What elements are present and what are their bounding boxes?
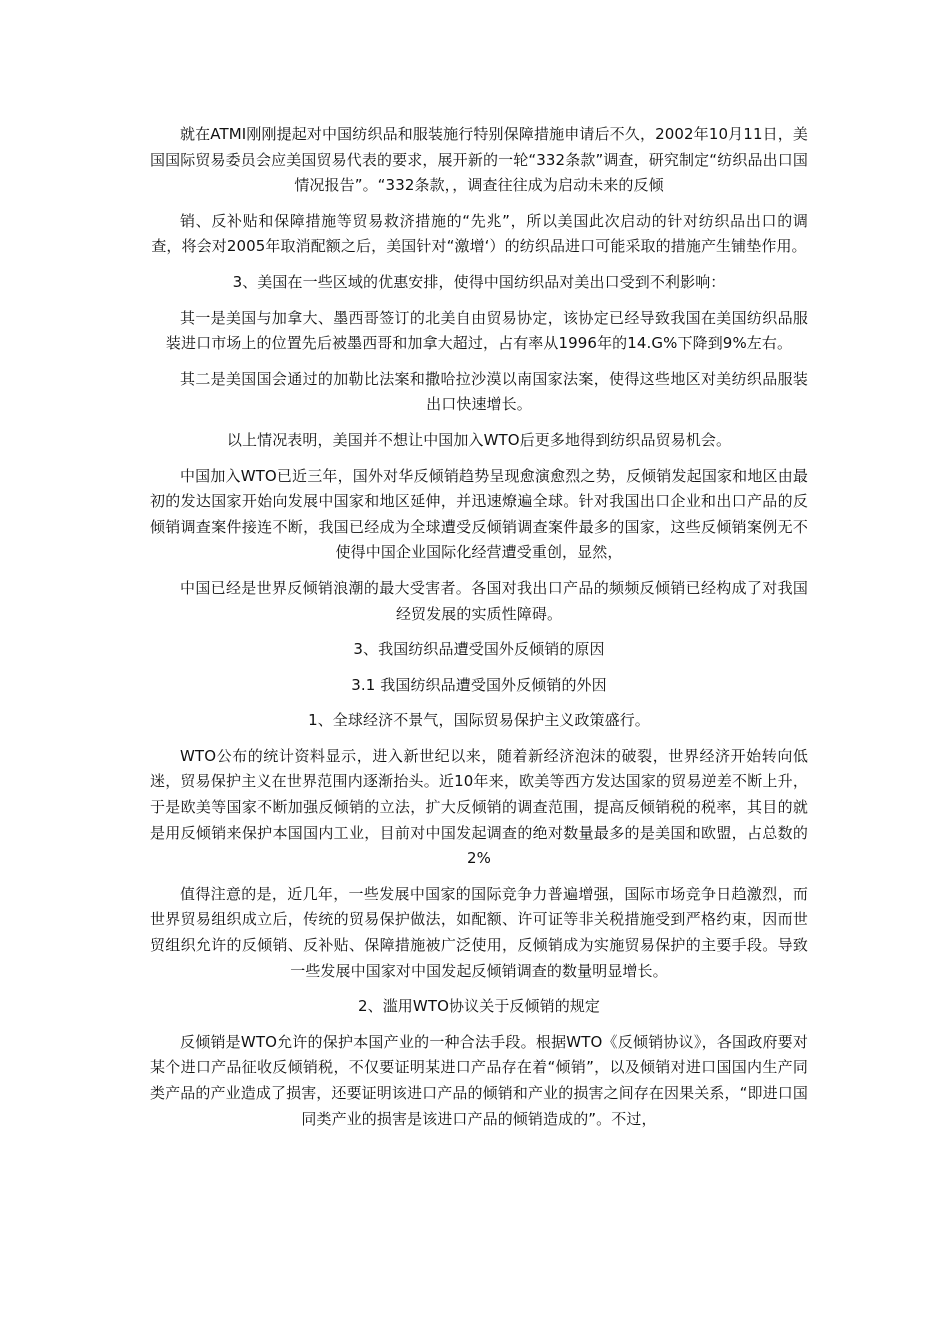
paragraph-wto-statistics: WTO公布的统计资料显示，进入新世纪以来，随着新经济泡沫的破裂，世界经济开始转向低迷，贸易保护主义在世界范围内逐渐抬头。近10年来，欧美等西方发达国家的贸易逆差不断上升，于是欧美等国家不断加强反倾销的立法，扩大反倾销的调查范围，提高反倾销税的税率，其目的就是用反倾销来保护本国国内工业，目前对中国发起调查的绝对数量最多的是美国和欧盟，占总数的2% xyxy=(150,746,808,868)
paragraph-anti-dumping-agreement: 反倾销是WTO允许的保护本国产业的一种合法手段。根据WTO《反倾销协议》，各国政府要对某个进口产品征收反倾销税，不仅要证明某进口产品存在着“倾销”，以及倾销对进口国国内生产同类产品的产业造成了损害，还要证明该进口产品的倾销和产业的损害之间存在因果关系，“即进口国同类产业的损害是该进口产品的倾销造成的”。不过， xyxy=(150,1032,808,1128)
paragraph-wto-anti-dumping-trend: 中国加入WTO已近三年，国外对华反倾销趋势呈现愈演愈烈之势，反倾销发起国家和地区由最初的发达国家开始向发展中国家和地区延伸，并迅速燎遍全球。针对我国出口企业和出口产品的反倾销调查案件接连不断，我国已经成为全球遭受反倾销调查案件最多的国家，这些反倾销案例无不使得中国企业国际化经营遭受重创，显然， xyxy=(150,466,808,562)
paragraph-nafta: 其一是美国与加拿大、墨西哥签订的北美自由贸易协定，该协定已经导致我国在美国纺织品服装进口市场上的位置先后被墨西哥和加拿大超过，占有率从1996年的14.G%下降到9%左右。 xyxy=(165,308,808,353)
heading-global-economy: 1、全球经济不景气，国际贸易保护主义政策盛行。 xyxy=(308,711,650,730)
heading-section-3-1: 3.1 我国纺织品遭受国外反倾销的外因 xyxy=(351,675,607,694)
heading-regional-arrangements: 3、美国在一些区域的优惠安排，使得中国纺织品对美出口受到不利影响： xyxy=(232,272,726,291)
paragraph-caribbean-act: 其二是美国国会通过的加勒比法案和撒哈拉沙漠以南国家法案，使得这些地区对美纺织品服装出口快速增长。 xyxy=(180,369,808,414)
heading-abuse-wto: 2、滥用WTO协议关于反倾销的规定 xyxy=(357,997,601,1016)
heading-section-3: 3、我国纺织品遭受国外反倾销的原因 xyxy=(353,640,605,659)
paragraph-precursor-measures: 销、反补贴和保障措施等贸易救济措施的“先兆”，所以美国此次启动的针对纺织品出口的调查，将会对2005年取消配额之后，美国针对“激增‘）的纺织品进口可能采取的措施产生铺垫作用。 xyxy=(151,211,808,256)
paragraph-conclusion-us: 以上情况表明，美国并不想让中国加入WTO后更多地得到纺织品贸易机会。 xyxy=(226,430,732,449)
document-page xyxy=(150,122,808,1132)
paragraph-atmi-332-investigation: 就在ATMI刚刚提起对中国纺织品和服装施行特别保障措施申请后不久，2002年10月11日，美国国际贸易委员会应美国贸易代表的要求，展开新的一轮“332条款”调查，研究制定“纺织品出口国情况报告”。“332条款，，调查往往成为启动未来的反倾 xyxy=(150,125,808,195)
paragraph-developing-countries: 值得注意的是，近几年，一些发展中国家的国际竞争力普遍增强，国际市场竞争日趋激烈，而世界贸易组织成立后，传统的贸易保护做法，如配额、许可证等非关税措施受到严格约束，因而世贸组织允许的反倾销、反补贴、保障措施被广泛使用，反倾销成为实施贸易保护的主要手段。导致一些发展中国家对中国发起反倾销调查的数量明显增长。 xyxy=(150,884,808,980)
paragraph-biggest-victim: 中国已经是世界反倾销浪潮的最大受害者。各国对我出口产品的频频反倾销已经构成了对我国经贸发展的实质性障碍。 xyxy=(180,578,808,623)
